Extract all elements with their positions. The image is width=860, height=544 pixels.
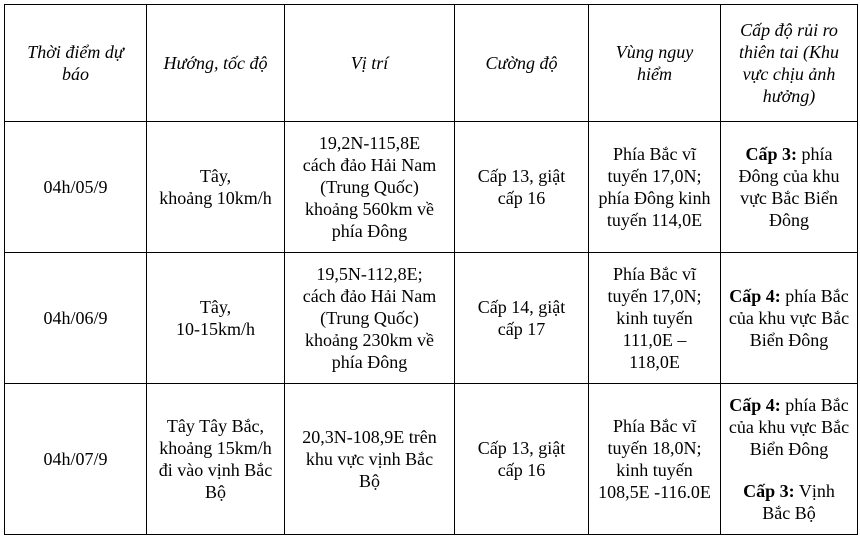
header-cell-risk-level: [721, 5, 858, 122]
risk-area-text: phía Bắc: [785, 395, 849, 415]
cell-line: Cấp 14, giật: [477, 297, 566, 317]
cell-risk-level: [721, 384, 858, 535]
risk-level-label: Cấp 3:: [743, 481, 795, 501]
cell-position: [285, 384, 455, 535]
cell-line: (Trung Quốc): [320, 308, 419, 328]
risk-area-text: phía: [801, 144, 833, 164]
cell-line: 10-15km/h: [176, 319, 255, 339]
cell-position: [285, 253, 455, 384]
cell-line: [727, 394, 851, 416]
cell-line: tuyến 17,0N;: [607, 166, 702, 186]
cell-line: khu vực vịnh Bắc: [305, 449, 434, 469]
cell-line: 20,3N-108,9E trên: [302, 427, 437, 447]
cell-danger-zone: [589, 384, 721, 535]
header-text: Thời điểm dự: [27, 42, 124, 62]
cell-line: khoảng 10km/h: [159, 188, 272, 208]
cell-line: Phía Bắc vĩ: [613, 264, 696, 284]
cell-line: cấp 16: [497, 188, 546, 208]
cell-line: Phía Bắc vĩ: [613, 416, 696, 436]
header-text: Vị trí: [350, 53, 389, 73]
cell-direction: [147, 253, 285, 384]
cell-line: Cấp 13, giật: [477, 438, 566, 458]
header-text: hưởng): [762, 86, 816, 106]
cell-line: cách đảo Hải Nam: [302, 155, 437, 175]
cell-line: khoảng 230km về: [305, 330, 434, 350]
risk-area-text: phía Bắc: [785, 286, 849, 306]
header-text: Cường độ: [485, 53, 558, 73]
cell-line: của khu vực Bắc: [728, 417, 850, 437]
cell-line: 118,0E: [629, 352, 680, 372]
table-row: [5, 253, 858, 384]
cell-risk-level: [721, 253, 858, 384]
header-text: Vùng nguy: [615, 42, 694, 62]
cell-line: cách đảo Hải Nam: [302, 286, 437, 306]
cell-danger-zone: [589, 253, 721, 384]
cell-line: [727, 285, 851, 307]
cell-line: vực Bắc Biển: [740, 188, 838, 208]
cell-time: 04h/05/9: [5, 122, 147, 253]
spacer: [727, 460, 851, 480]
cell-intensity: [455, 384, 589, 535]
cell-direction: [147, 122, 285, 253]
cell-line: Biển Đông: [749, 439, 829, 459]
risk-level-label: Cấp 4:: [729, 286, 781, 306]
cell-position: [285, 122, 455, 253]
header-cell-time: [5, 5, 147, 122]
cell-line: tuyến 17,0N;: [607, 286, 702, 306]
cell-risk-level: [721, 122, 858, 253]
header-cell-intensity: [455, 5, 589, 122]
header-cell-danger-zone: [589, 5, 721, 122]
cell-line: cấp 16: [497, 460, 546, 480]
cell-line: phía Đông: [331, 352, 408, 372]
risk-level-label: Cấp 3:: [745, 144, 797, 164]
cell-line: 108,5E -116.0E: [598, 482, 711, 502]
cell-line: của khu vực Bắc: [728, 308, 850, 328]
table-row: [5, 384, 858, 535]
header-cell-direction: [147, 5, 285, 122]
cell-line: Đông: [769, 210, 809, 230]
cell-line: kinh tuyến: [616, 460, 693, 480]
header-text: Cấp độ rủi ro: [740, 20, 838, 40]
header-cell-position: [285, 5, 455, 122]
risk-area-text: Vịnh: [798, 481, 835, 501]
cell-line: Cấp 13, giật: [477, 166, 566, 186]
cell-direction: [147, 384, 285, 535]
header-row: [5, 5, 858, 122]
forecast-table: [4, 4, 858, 535]
cell-intensity: [455, 253, 589, 384]
cell-line: phía Đông: [331, 221, 408, 241]
cell-line: (Trung Quốc): [320, 177, 419, 197]
risk-level-label: Cấp 4:: [729, 395, 781, 415]
table-row: [5, 122, 858, 253]
cell-line: [727, 480, 851, 502]
header-text: Hướng, tốc độ: [163, 53, 268, 73]
cell-line: Bộ: [204, 482, 226, 502]
cell-line: Bộ: [358, 471, 380, 491]
header-text: báo: [62, 64, 89, 84]
cell-intensity: [455, 122, 589, 253]
cell-line: phía Đông kinh: [598, 188, 711, 208]
cell-line: đi vào vịnh Bắc: [158, 460, 273, 480]
cell-line: khoảng 560km về: [305, 199, 434, 219]
cell-line: 19,2N-115,8E: [318, 133, 421, 153]
header-text: hiểm: [637, 64, 672, 84]
header-text: thiên tai (Khu: [739, 42, 839, 62]
cell-line: Tây,: [199, 297, 232, 317]
cell-line: tuyến 18,0N;: [607, 438, 702, 458]
cell-line: Tây Tây Bắc,: [166, 416, 265, 436]
cell-line: 111,0E –: [622, 330, 687, 350]
cell-line: Biển Đông: [749, 330, 829, 350]
cell-line: [727, 143, 851, 165]
cell-line: Tây,: [199, 166, 232, 186]
cell-line: cấp 17: [497, 319, 546, 339]
cell-time: 04h/06/9: [5, 253, 147, 384]
cell-line: Bắc Bộ: [762, 503, 816, 523]
cell-line: tuyến 114,0E: [606, 210, 703, 230]
cell-line: Đông của khu: [738, 166, 840, 186]
cell-line: kinh tuyến: [616, 308, 693, 328]
cell-line: khoảng 15km/h: [159, 438, 272, 458]
cell-line: 19,5N-112,8E;: [316, 264, 423, 284]
cell-danger-zone: [589, 122, 721, 253]
cell-time: 04h/07/9: [5, 384, 147, 535]
header-text: vực chịu ảnh: [742, 64, 836, 84]
cell-line: Phía Bắc vĩ: [613, 144, 696, 164]
